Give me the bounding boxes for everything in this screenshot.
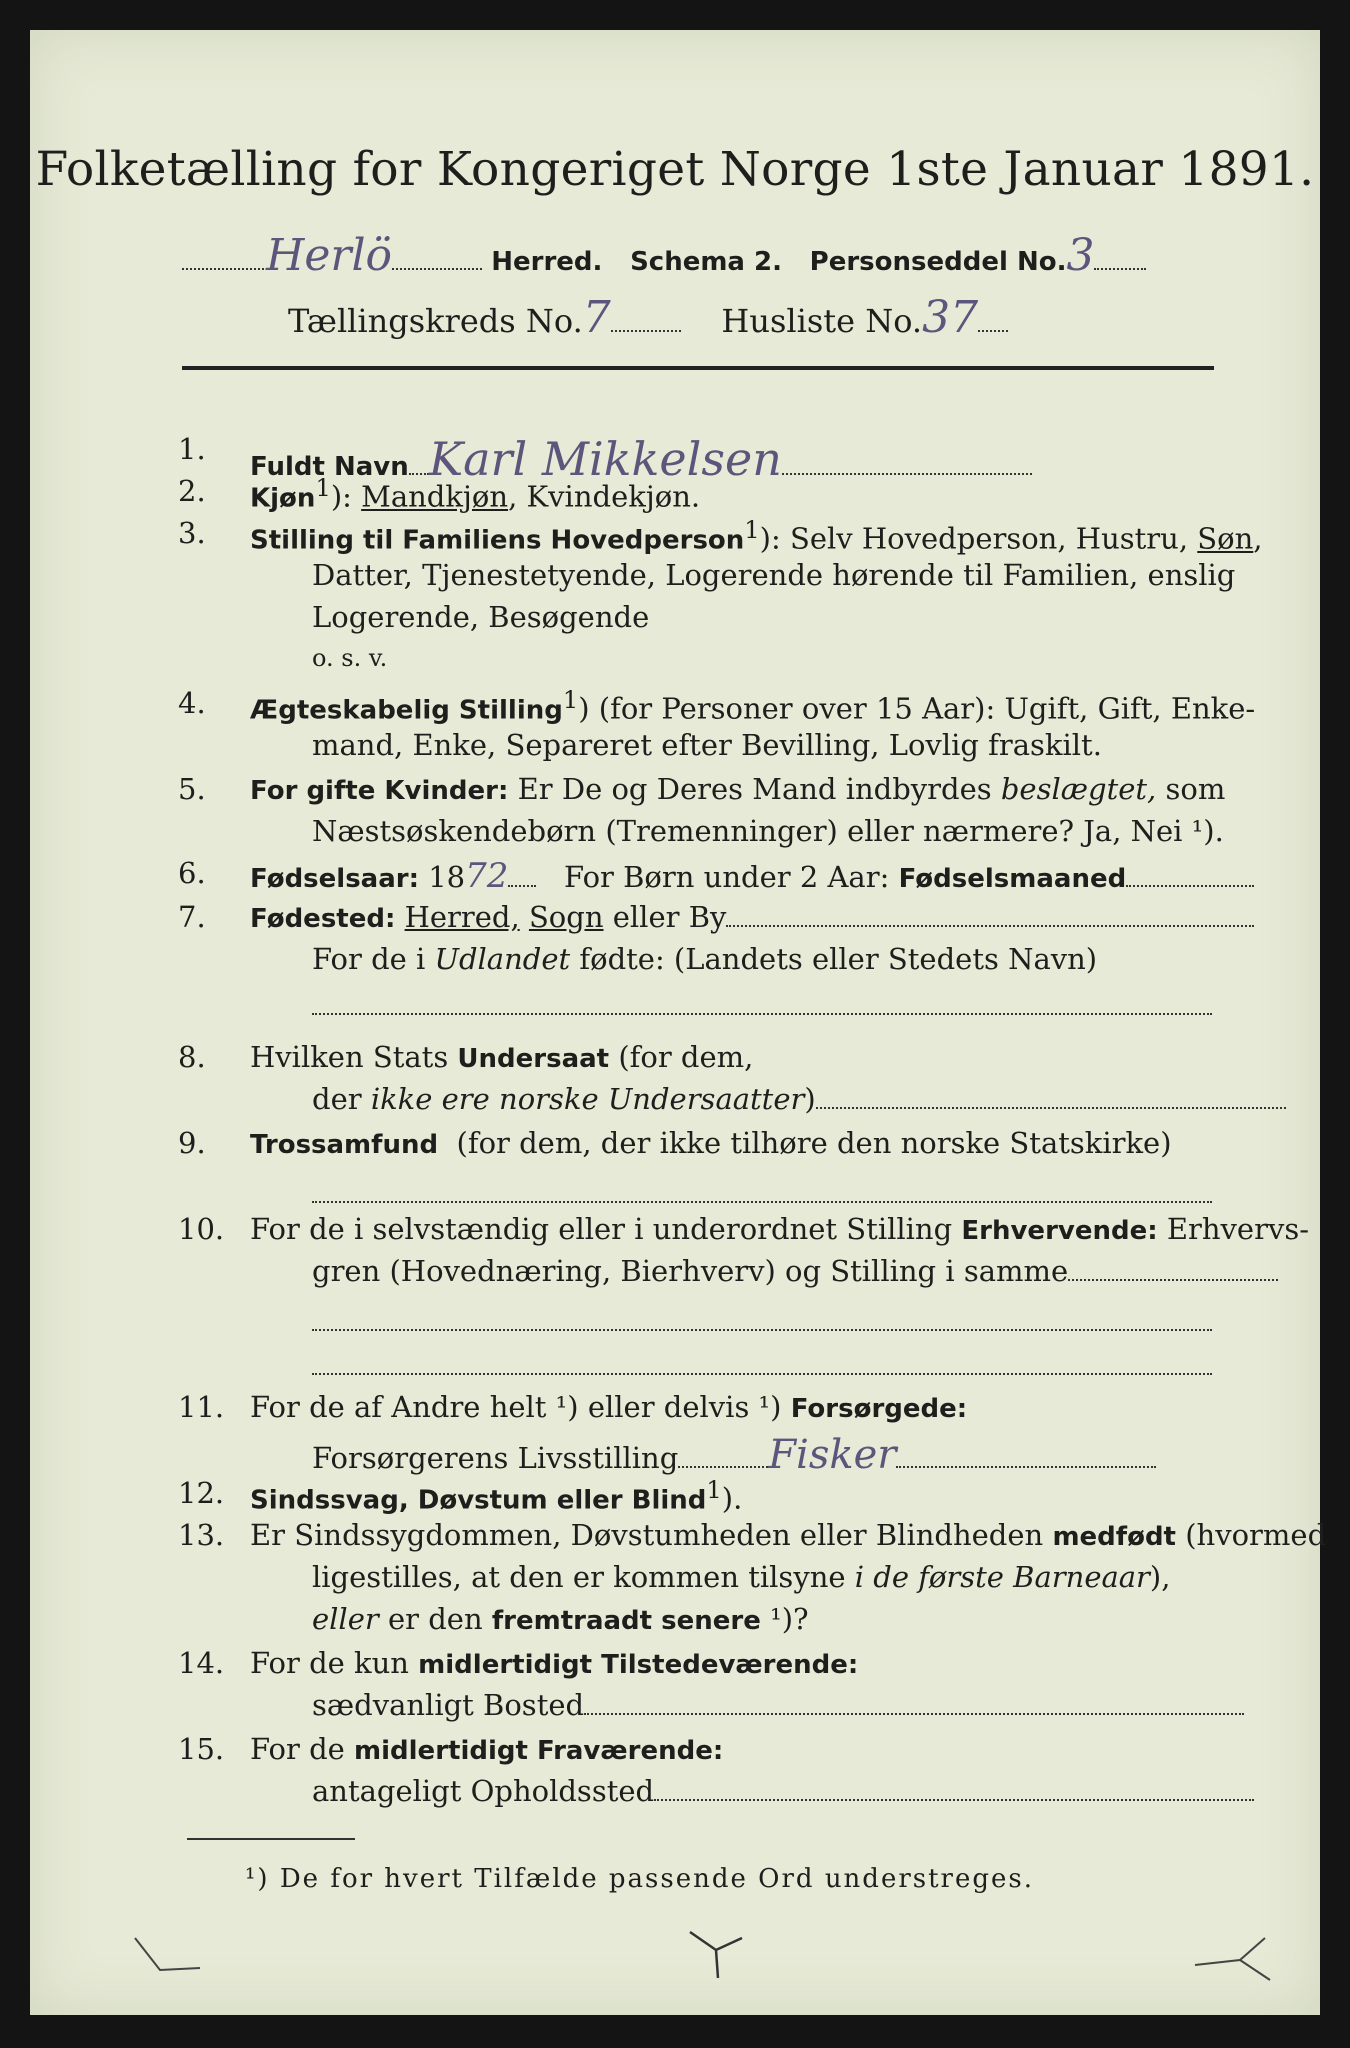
item-3-text-1: Selv Hovedperson, Hustru, [789,521,1189,556]
item-2-sup: 1 [315,474,331,502]
item-7-number: 7. [178,900,206,934]
item-13-number: 13. [178,1518,225,1552]
item-13-label: medfødt [1052,1522,1176,1552]
pencil-mark-center [680,1920,760,1990]
item-5-label: For gifte Kvinder: [250,776,509,806]
item-9-blank-line [312,1176,1212,1210]
item-4-line-1: Ægteskabelig Stilling$^1$) (for Personer over 15 Aar): Ugift, Gift, Enke- [250,686,1256,726]
item-8-text-2a: der [312,1082,362,1116]
item-10-number: 10. [178,1212,225,1246]
item-14-label: midlertidigt Tilstedeværende: [418,1650,859,1680]
item-2-number: 2. [178,474,206,508]
item-5-text-end: som [1165,772,1226,806]
birth-year-prefix: 18 [428,860,466,894]
item-3-number: 3. [178,516,206,550]
item-3-line-4: o. s. v. [312,644,388,672]
full-name-value: Karl Mikkelsen [428,432,782,486]
item-14-line-1 [250,1646,858,1680]
item-11-label: Forsørgede: [790,1394,968,1424]
item-10-blank-line-1 [312,1304,1212,1338]
item-10-line-2 [312,1254,1278,1288]
item-10-label: Erhvervende: [961,1216,1158,1246]
form-title: Folketælling for Kongeriget Norge 1ste Januar 1891. [35,142,1315,197]
item-10-text-1a: For de i selvstændig eller i underordnet Stilling [250,1212,953,1246]
item-11-line-2 [312,1432,1156,1478]
item-4-number: 4. [178,686,206,720]
schema-label: Schema 2. [630,247,782,277]
item-13-line-3 [312,1602,809,1636]
personseddel-number: 3 [1066,230,1095,281]
item-15-number: 15. [178,1732,225,1766]
item-9-text-1: (for dem, der ikke tilhøre den norske Statskirke) [456,1126,1172,1160]
item-7-line-2 [312,942,1097,976]
item-15-text-2: antageligt Opholdssted [312,1774,655,1808]
item-3-line-1: Stilling til Familiens Hovedperson$^1$): Selv Hovedperson, Hustru, Søn, [250,516,1263,556]
item-12-label: Sindssvag, Døvstum eller Blind [250,1485,707,1516]
item-6 [250,856,1254,896]
item-4-sup: 1 [562,686,579,714]
footnote: ¹) De for hvert Tilfælde passende Ord understreges. [245,1864,1035,1894]
item-13-text-3a: er den [387,1602,483,1636]
item-7-text-2b: fødte: (Landets eller Stedets Navn) [579,942,1098,976]
sex-option-male: Mandkjøn [361,479,509,514]
kreds-line [288,292,1008,343]
item-9-line-1 [250,1126,1172,1160]
item-10-blank-line-2 [312,1348,1212,1382]
item-13-text-2a: ligestilles, at den er kommen tilsyne [312,1560,846,1594]
item-10-text-1b: Erhvervs- [1166,1212,1310,1246]
item-6-number: 6. [178,856,206,890]
kreds-label: Tællingskreds No. [288,302,583,340]
census-form-sheet [30,30,1327,2015]
kreds-number: 7 [582,292,611,343]
item-6-label-2: Fødselsmaaned [898,864,1127,894]
herred-line [182,230,1146,281]
item-13-text-1a: Er Sindssygdommen, Døvstumheden eller Blindheden [250,1518,1044,1552]
item-7-rest: eller By [612,900,727,934]
husliste-label: Husliste No. [721,302,923,340]
herred-name: Herlö [266,230,393,281]
item-14-number: 14. [178,1646,225,1680]
item-7-blank-line [312,988,1212,1022]
item-3-line-3: Logerende, Besøgende [312,600,650,634]
item-14-line-2 [312,1688,1244,1722]
herred-label: Herred. [491,247,603,277]
item-2: Kjøn$^1$): Mandkjøn, Kvindekjøn. [250,474,701,514]
item-15-text-1a: For de [250,1732,345,1766]
item-5-number: 5. [178,772,206,806]
header-rule [182,366,1214,370]
item-9-label: Trossamfund [250,1130,439,1160]
sex-option-female: Kvindekjøn. [526,479,701,514]
item-4-line-2: mand, Enke, Separeret efter Bevilling, Lovlig fraskilt. [312,728,1102,762]
birth-year-value: 72 [465,856,509,896]
item-4-label: Ægteskabelig Stilling [250,695,563,726]
item-2-label: Kjøn [250,483,316,514]
item-13-line-2: ligestilles, at den er kommen tilsyne i de første Barneaar), [312,1560,1171,1594]
item-15-line-2 [312,1774,1254,1808]
item-8-text-1a: Hvilken Stats [250,1040,449,1074]
item-5-line-2: Næstsøskendebørn (Tremenninger) eller nærmere? Ja, Nei ¹). [312,814,1224,848]
item-14-text-1a: For de kun [250,1646,409,1680]
item-7-label: Fødested: [250,904,396,934]
pencil-mark-left [130,1930,230,1990]
item-13-label-2: fremtraadt senere [491,1606,761,1636]
item-13-italic: i de første Barneaar [854,1560,1150,1594]
item-6-label: Fødselsaar: [250,864,419,894]
birthplace-sogn: Sogn [528,900,604,934]
item-14-text-2: sædvanligt Bosted [312,1688,585,1722]
item-12: Sindssvag, Døvstum eller Blind$^1$). [250,1476,743,1516]
item-13-line-1 [250,1518,1326,1552]
item-5-italic: beslægtet, [1000,772,1157,806]
item-15-label: midlertidigt Fraværende: [354,1736,724,1766]
item-1-number: 1. [178,432,206,466]
item-7-text-2a: For de i [312,942,426,976]
item-3-line-2: Datter, Tjenestetyende, Logerende hørende til Familien, enslig [312,558,1236,592]
item-8-line-2: der ikke ere norske Undersaatter) [312,1082,1286,1116]
item-8-line-1 [250,1040,753,1074]
item-10-text-2: gren (Hovednæring, Bierhverv) og Stilling i samme [312,1254,1069,1288]
pencil-mark-right [1190,1930,1280,1990]
item-3-sup: 1 [744,516,760,544]
item-10-line-1 [250,1212,1309,1246]
item-13-text-1b: (hvormed [1185,1518,1327,1552]
item-1-label: Fuldt Navn [250,452,409,482]
item-12-sup: 1 [706,1476,722,1504]
item-11-text-2: Forsørgerens Livsstilling [312,1441,679,1475]
item-9-number: 9. [178,1126,206,1160]
item-15-line-1 [250,1732,723,1766]
item-12-number: 12. [178,1476,225,1510]
item-3-label: Stilling til Familiens Hovedperson [250,525,745,556]
item-8-italic: ikke ere norske Undersaatter [370,1082,805,1116]
footnote-rule [187,1838,355,1840]
item-4-text-1: (for Personer over 15 Aar): Ugift, Gift, Enke- [598,691,1256,726]
item-13-italic-2: eller [312,1602,379,1636]
item-5-line-1 [250,772,1225,806]
item-8-label: Undersaat [457,1044,610,1074]
provider-occupation-value: Fisker [768,1432,897,1478]
item-7-line-1 [250,900,1254,934]
item-11-number: 11. [178,1390,225,1424]
birthplace-herred: Herred, [404,900,520,934]
item-11-text-1a: For de af Andre helt ¹) eller delvis ¹) [250,1390,782,1424]
item-13-text-3b: ¹)? [770,1602,809,1636]
item-8-text-1b: (for dem, [618,1040,754,1074]
item-11-line-1 [250,1390,967,1424]
relation-son: Søn [1197,521,1254,556]
item-5-text-1: Er De og Deres Mand indbyrdes [517,772,992,806]
item-6-middle: For Børn under 2 Aar: [564,860,890,894]
item-8-number: 8. [178,1040,206,1074]
husliste-number: 37 [922,292,979,343]
personseddel-label: Personseddel No. [809,247,1067,277]
item-7-italic: Udlandet [434,942,571,976]
